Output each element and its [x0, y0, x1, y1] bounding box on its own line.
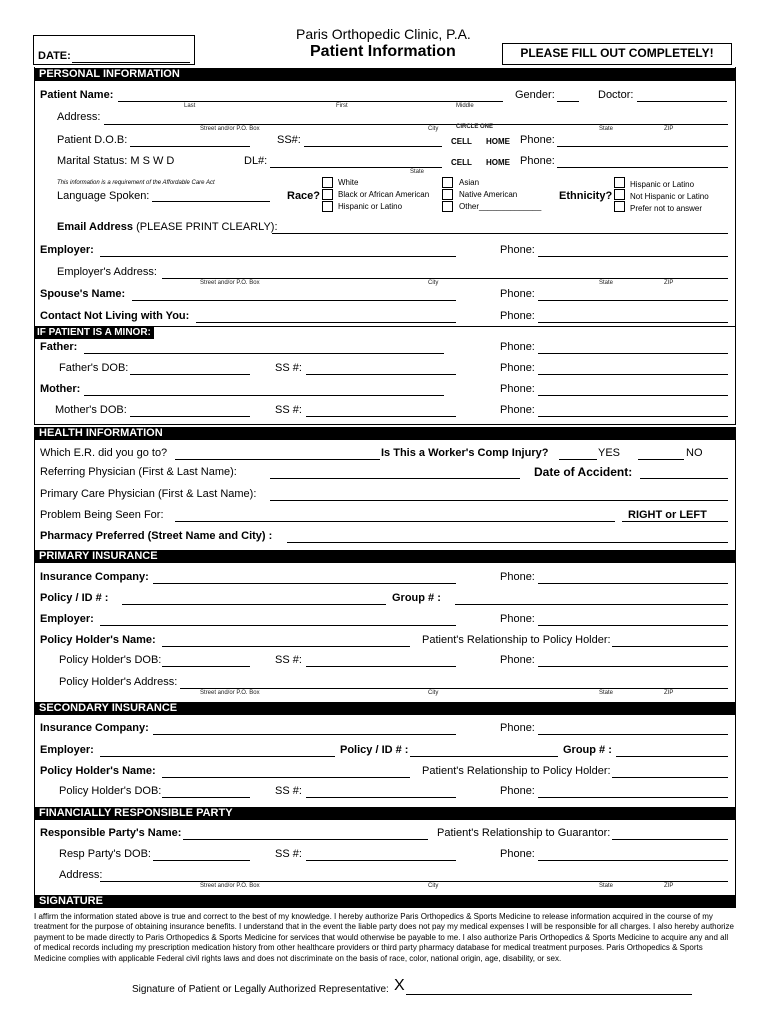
sub-pri-street: Street and/or P.O. Box: [200, 690, 260, 696]
doctor-field[interactable]: [637, 101, 727, 102]
section-signature: SIGNATURE: [34, 895, 736, 908]
resp-phone-field[interactable]: [538, 860, 728, 861]
secondary-ss-field[interactable]: [306, 797, 456, 798]
sub-fin-zip: ZIP: [664, 883, 674, 889]
mother-phone2-label: Phone:: [500, 404, 535, 416]
referring-label: Referring Physician (First & Last Name):: [40, 466, 237, 478]
secondary-employer-label: Employer:: [40, 744, 94, 756]
section-personal: PERSONAL INFORMATION: [34, 68, 736, 81]
primary-holder-phone-label: Phone:: [500, 654, 535, 666]
employer-phone-field[interactable]: [538, 256, 728, 257]
primary-employer-phone-label: Phone:: [500, 613, 535, 625]
ethnicity-label: Ethnicity?: [559, 190, 613, 202]
date-field[interactable]: [72, 62, 190, 63]
secondary-relationship-field[interactable]: [612, 777, 728, 778]
primary-company-label: Insurance Company:: [40, 571, 149, 583]
father-label: Father:: [40, 341, 78, 353]
race-option-hispanic: Hispanic or Latino: [338, 202, 403, 211]
contact-field[interactable]: [196, 322, 456, 323]
secondary-ss-label: SS #:: [275, 785, 302, 797]
phone-field[interactable]: [557, 146, 728, 147]
mother-ss-label: SS #:: [275, 404, 302, 416]
accident-label: Date of Accident:: [534, 465, 633, 479]
secondary-group-field[interactable]: [616, 756, 728, 757]
secondary-policy-field[interactable]: [410, 756, 558, 757]
cell-option[interactable]: CELL: [451, 137, 472, 146]
ethnicity-option-hispanic: Hispanic or Latino: [630, 180, 695, 189]
father-field[interactable]: [84, 353, 444, 354]
primary-relationship-field[interactable]: [612, 646, 728, 647]
patient-name-label: Patient Name:: [40, 89, 114, 101]
primary-holder-phone-field[interactable]: [538, 666, 728, 667]
sub-city: City: [428, 126, 439, 132]
resp-dob-label: Resp Party's DOB:: [59, 848, 151, 860]
secondary-relationship-label: Patient's Relationship to Policy Holder:: [422, 765, 611, 777]
primary-holder-address-label: Policy Holder's Address:: [59, 676, 178, 688]
mother-phone2-field[interactable]: [538, 416, 728, 417]
ethnicity-checkbox-not-hispanic[interactable]: [614, 189, 625, 200]
workers-comp-no-field[interactable]: [638, 459, 684, 460]
ethnicity-option-not-hispanic: Not Hispanic or Latino: [630, 192, 709, 201]
responsible-field[interactable]: [183, 839, 428, 840]
race-checkbox-native[interactable]: [442, 189, 453, 200]
primary-group-label: Group # :: [392, 592, 441, 604]
primary-employer-field[interactable]: [100, 625, 456, 626]
workers-comp-label: Is This a Worker's Comp Injury?: [381, 447, 549, 459]
race-checkbox-hispanic[interactable]: [322, 201, 333, 212]
secondary-phone-field[interactable]: [538, 734, 728, 735]
primary-holder-label: Policy Holder's Name:: [40, 634, 156, 646]
frame-left-lower: [34, 440, 35, 898]
resp-dob-field[interactable]: [153, 860, 250, 861]
dob-field[interactable]: [130, 146, 250, 147]
sub-street: Street and/or P.O. Box: [200, 126, 260, 132]
address-label: Address:: [57, 111, 101, 123]
dl-label: DL#:: [244, 155, 268, 167]
pharmacy-field[interactable]: [287, 542, 728, 543]
secondary-group-label: Group # :: [563, 744, 612, 756]
phone-field-2[interactable]: [557, 167, 728, 168]
section-secondary: SECONDARY INSURANCE: [34, 702, 736, 715]
resp-address-label: Address:: [59, 869, 103, 881]
email-label: Email Address: [57, 221, 134, 233]
secondary-holder-dob-label: Policy Holder's DOB:: [59, 785, 162, 797]
home-option[interactable]: HOME: [486, 137, 510, 146]
section-health: HEALTH INFORMATION: [34, 427, 736, 440]
race-checkbox-asian[interactable]: [442, 177, 453, 188]
frame-left: [34, 67, 35, 425]
secondary-holder-label: Policy Holder's Name:: [40, 765, 156, 777]
guarantor-relationship-label: Patient's Relationship to Guarantor:: [437, 827, 611, 839]
primary-phone-field[interactable]: [538, 583, 728, 584]
race-checkbox-other[interactable]: [442, 201, 453, 212]
workers-comp-yes: YES: [598, 447, 621, 459]
signature-field[interactable]: [406, 994, 692, 995]
fathers-dob-label: Father's DOB:: [59, 362, 129, 374]
dob-label: Patient D.O.B:: [57, 134, 128, 146]
employer-label: Employer:: [40, 244, 94, 256]
problem-field[interactable]: [175, 521, 615, 522]
sub-circle-one: CIRCLE ONE: [456, 124, 494, 130]
race-option-black: Black or African American: [338, 190, 430, 199]
race-option-asian: Asian: [459, 178, 480, 187]
father-phone2-field[interactable]: [538, 374, 728, 375]
home-option-2[interactable]: HOME: [486, 158, 510, 167]
primary-company-field[interactable]: [153, 583, 456, 584]
primary-phone-label: Phone:: [500, 571, 535, 583]
resp-phone-label: Phone:: [500, 848, 535, 860]
sub-fin-state: State: [599, 883, 614, 889]
race-checkbox-black[interactable]: [322, 189, 333, 200]
email-note: (PLEASE PRINT CLEARLY):: [136, 221, 278, 233]
secondary-policy-label: Policy / ID # :: [340, 744, 409, 756]
spouse-field[interactable]: [132, 300, 456, 301]
primary-holder-field[interactable]: [162, 646, 410, 647]
form-title: Patient Information: [310, 43, 456, 60]
consent-paragraph: I affirm the information stated above is true and correct to the best of my knowledge. I hereby authorize Paris Orthopedics & Sports Medicine to release information acquired in the course of my treatment for the purpose of obtaining insurance benefits. I understand that in the event the liable party does not pay my medical expenses I will be responsible for all charges. I also hereby authorize payment to be made directly to Paris Orthopedics & Sports Medicine for services that would otherwise be payable to me. I also authorize Paris Orthopedics & Sports Medicine to acquire any and all of medical records including my prescription medication history from other healthcare providers or third party pharmacy database for medical treatment purposes. Paris Orthopedics & Sports Medicine complies with applicable Federal civil rights laws and does not discriminate on the basis of race, color, national origin, age, disability, or sex.: [34, 912, 734, 963]
mother-phone-field[interactable]: [538, 395, 728, 396]
contact-label: Contact Not Living with You:: [40, 310, 190, 322]
mother-ss-field[interactable]: [306, 416, 456, 417]
phone-label-2: Phone:: [520, 155, 555, 167]
employer-phone-label: Phone:: [500, 244, 535, 256]
date-label: DATE:: [38, 50, 71, 62]
employer-field[interactable]: [100, 256, 456, 257]
resp-address-field[interactable]: [100, 881, 728, 882]
primary-employer-phone-field[interactable]: [538, 625, 728, 626]
contact-phone-field[interactable]: [538, 322, 728, 323]
fathers-dob-field[interactable]: [130, 374, 250, 375]
secondary-holder-phone-field[interactable]: [538, 797, 728, 798]
sub-pri-zip: ZIP: [664, 690, 674, 696]
primary-policy-field[interactable]: [122, 604, 386, 605]
spouse-label: Spouse's Name:: [40, 288, 126, 300]
sub-last: Last: [184, 103, 196, 109]
workers-comp-no: NO: [686, 447, 703, 459]
race-option-native: Native American: [459, 190, 518, 199]
sub-fin-city: City: [428, 883, 439, 889]
section-primary: PRIMARY INSURANCE: [34, 550, 736, 563]
aca-note: This information is a requirement of the Affordable Care Act: [57, 180, 215, 186]
sub-emp-state: State: [599, 280, 614, 286]
sub-fin-street: Street and/or P.O. Box: [200, 883, 260, 889]
secondary-holder-dob-field[interactable]: [162, 797, 250, 798]
pharmacy-label: Pharmacy Preferred (Street Name and City) :: [40, 530, 273, 542]
father-phone2-label: Phone:: [500, 362, 535, 374]
primary-care-label: Primary Care Physician (First & Last Name):: [40, 488, 257, 500]
workers-comp-yes-field[interactable]: [559, 459, 597, 460]
gender-label: Gender:: [515, 89, 555, 101]
doctor-label: Doctor:: [598, 89, 634, 101]
sub-pri-city: City: [428, 690, 439, 696]
ss-label: SS#:: [277, 134, 301, 146]
secondary-company-label: Insurance Company:: [40, 722, 149, 734]
race-label: Race?: [287, 190, 321, 202]
email-field[interactable]: [272, 233, 728, 234]
primary-holder-address-field[interactable]: [180, 688, 728, 689]
ethnicity-checkbox-hispanic[interactable]: [614, 177, 625, 188]
mother-field[interactable]: [84, 395, 444, 396]
sub-zip: ZIP: [664, 126, 674, 132]
mother-label: Mother:: [40, 383, 81, 395]
minor-bottom: [34, 424, 736, 425]
marital-status[interactable]: Marital Status: M S W D: [57, 155, 175, 167]
mother-phone-label: Phone:: [500, 383, 535, 395]
mothers-dob-label: Mother's DOB:: [55, 404, 127, 416]
right-or-left[interactable]: RIGHT or LEFT: [628, 509, 707, 521]
sub-emp-city: City: [428, 280, 439, 286]
secondary-employer-field[interactable]: [100, 756, 335, 757]
primary-holder-dob-label: Policy Holder's DOB:: [59, 654, 162, 666]
primary-relationship-label: Patient's Relationship to Policy Holder:: [422, 634, 611, 646]
patient-name-field[interactable]: [118, 101, 503, 102]
language-label: Language Spoken:: [57, 190, 150, 202]
resp-ss-field[interactable]: [306, 860, 456, 861]
primary-holder-dob-field[interactable]: [162, 666, 250, 667]
problem-label: Problem Being Seen For:: [40, 509, 164, 521]
signature-label: Signature of Patient or Legally Authorized Representative:: [132, 984, 389, 995]
section-financial: FINANCIALLY RESPONSIBLE PARTY: [34, 807, 736, 820]
signature-x: X: [394, 977, 405, 994]
frame-right-lower: [735, 440, 736, 898]
primary-group-field[interactable]: [455, 604, 728, 605]
sub-dl-state: State: [410, 169, 425, 175]
er-label: Which E.R. did you go to?: [40, 447, 168, 459]
fill-out-notice: PLEASE FILL OUT COMPLETELY!: [502, 43, 732, 65]
accident-field[interactable]: [640, 478, 728, 479]
sub-emp-zip: ZIP: [664, 280, 674, 286]
race-checkbox-white[interactable]: [322, 177, 333, 188]
phone-label: Phone:: [520, 134, 555, 146]
guarantor-relationship-field[interactable]: [612, 839, 728, 840]
ethnicity-checkbox-prefer-not[interactable]: [614, 201, 625, 212]
mothers-dob-field[interactable]: [130, 416, 250, 417]
address-field[interactable]: [104, 124, 728, 125]
dl-field[interactable]: [270, 167, 442, 168]
sub-state: State: [599, 126, 614, 132]
cell-option-2[interactable]: CELL: [451, 158, 472, 167]
primary-ss-label: SS #:: [275, 654, 302, 666]
ethnicity-option-prefer-not: Prefer not to answer: [630, 204, 703, 213]
primary-employer-label: Employer:: [40, 613, 94, 625]
gender-field[interactable]: [557, 101, 579, 102]
sub-emp-street: Street and/or P.O. Box: [200, 280, 260, 286]
sub-pri-state: State: [599, 690, 614, 696]
employer-address-label: Employer's Address:: [57, 266, 157, 278]
father-ss-field[interactable]: [306, 374, 456, 375]
ss-field[interactable]: [304, 146, 442, 147]
father-phone-field[interactable]: [538, 353, 728, 354]
frame-right: [735, 67, 736, 425]
referring-field[interactable]: [270, 478, 520, 479]
primary-ss-field[interactable]: [306, 666, 456, 667]
secondary-holder-phone-label: Phone:: [500, 785, 535, 797]
section-minor: IF PATIENT IS A MINOR:: [34, 327, 154, 339]
spouse-phone-label: Phone:: [500, 288, 535, 300]
father-phone-label: Phone:: [500, 341, 535, 353]
spouse-phone-field[interactable]: [538, 300, 728, 301]
language-field[interactable]: [152, 201, 270, 202]
contact-phone-label: Phone:: [500, 310, 535, 322]
race-option-other: Other______________: [459, 202, 542, 211]
race-option-white: White: [338, 178, 359, 187]
primary-care-field[interactable]: [270, 500, 728, 501]
er-field[interactable]: [175, 459, 380, 460]
primary-policy-label: Policy / ID # :: [40, 592, 109, 604]
sub-first: First: [336, 103, 348, 109]
resp-ss-label: SS #:: [275, 848, 302, 860]
father-ss-label: SS #:: [275, 362, 302, 374]
sub-middle: Middle: [456, 103, 474, 109]
clinic-name: Paris Orthopedic Clinic, P.A.: [296, 26, 471, 42]
right-left-underline: [622, 521, 728, 522]
secondary-holder-field[interactable]: [162, 777, 410, 778]
secondary-company-field[interactable]: [153, 734, 456, 735]
employer-address-field[interactable]: [162, 278, 728, 279]
secondary-phone-label: Phone:: [500, 722, 535, 734]
responsible-label: Responsible Party's Name:: [40, 827, 182, 839]
